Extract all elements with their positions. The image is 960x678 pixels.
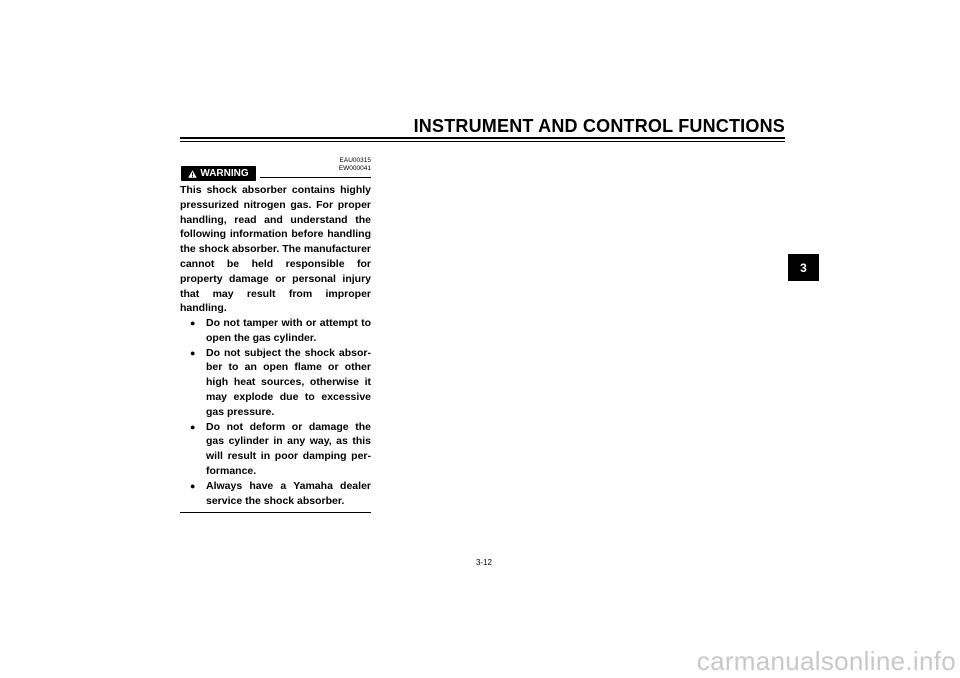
reference-codes — [300, 157, 371, 172]
bullet-icon: ● — [190, 347, 196, 358]
list-item-text: Do not tamper with or attempt to open the gas cylinder. — [206, 317, 371, 344]
page-number: 3-12 — [475, 558, 492, 567]
warning-end-rule — [180, 512, 371, 513]
reference-code: EAU00315 — [339, 157, 371, 164]
list-item-text: Do not deform or damage the gas cylinder in any way, as this will result in poor damping per-formance. — [206, 420, 371, 477]
list-item-text: Do not subject the shock absor-ber to an open flame or other high heat sources, otherwise it may explode due to excessive gas pressure. — [206, 346, 371, 418]
list-item — [180, 420, 371, 479]
warning-intro: This shock absorber contains highly pressurized nitrogen gas. For proper handling, read and understand the following information before handling the shock absorber. The manufacturer cannot be held responsible for property damage or personal injury that may result from improper handling. — [180, 184, 371, 315]
warning-label: WARNING — [200, 168, 249, 179]
warning-rule — [260, 177, 371, 178]
reference-code: EW000041 — [338, 164, 371, 172]
watermark-link[interactable]: carmanualsonline.info — [696, 646, 956, 676]
warning-triangle-icon — [188, 170, 197, 178]
list-item-text: Always have a Yamaha dealer service the shock absorber. — [206, 479, 371, 507]
list-item — [180, 479, 371, 509]
bullet-icon: ● — [190, 480, 196, 491]
bullet-icon: ● — [190, 318, 196, 328]
header-rule — [180, 137, 785, 139]
list-item — [180, 316, 371, 346]
chapter-tab — [788, 254, 819, 281]
list-item — [180, 346, 371, 420]
header-rule-thin — [180, 141, 785, 142]
warning-badge — [181, 166, 256, 181]
page-title: INSTRUMENT AND CONTROL FUNCTIONS — [413, 116, 785, 136]
warning-bullet-list — [180, 316, 371, 508]
bullet-icon: ● — [190, 421, 196, 432]
chapter-tab-label: 3 — [800, 260, 807, 275]
